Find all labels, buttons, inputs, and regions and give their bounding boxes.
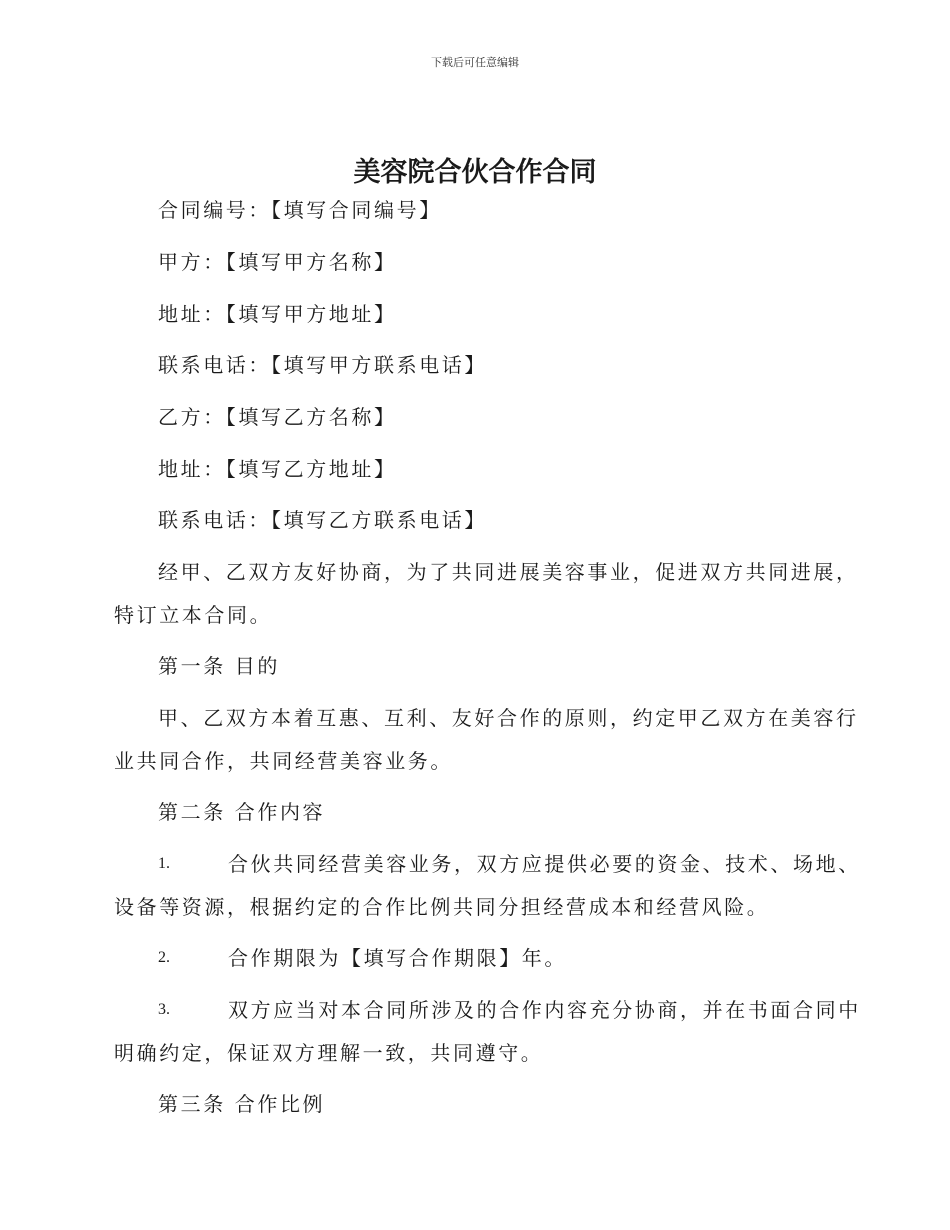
contract-number-field: 合同编号：【填写合同编号】 (158, 198, 442, 222)
list-item-number: 3. (158, 1001, 170, 1018)
list-item-2-line-1: 合作期限为【填写合作期限】年。 (228, 946, 567, 970)
list-item-1-line-2: 设备等资源，根据约定的合作比例共同分担经营成本和经营风险。 (114, 895, 770, 919)
document-title: 美容院合伙合作合同 (353, 157, 597, 188)
article-1-text-line-1: 甲、乙双方本着互惠、互利、友好合作的原则，约定甲乙双方在美容行 (158, 706, 859, 730)
party-a-phone-field: 联系电话：【填写甲方联系电话】 (158, 353, 487, 377)
list-item-1-line-1: 合伙共同经营美容业务，双方应提供必要的资金、技术、场地、 (228, 852, 861, 876)
list-item-3-line-1: 双方应当对本合同所涉及的合作内容充分协商，并在书面合同中 (228, 998, 861, 1022)
party-b-address-field: 地址：【填写乙方地址】 (158, 457, 397, 481)
party-a-address-field: 地址：【填写甲方地址】 (158, 302, 397, 326)
party-b-phone-field: 联系电话：【填写乙方联系电话】 (158, 508, 487, 532)
article-1-heading: 第一条 目的 (158, 654, 280, 678)
article-1-text-line-2: 业共同合作，共同经营美容业务。 (114, 749, 453, 773)
intro-paragraph-line-1: 经甲、乙双方友好协商，为了共同进展美容事业，促进双方共同进展， (158, 560, 859, 584)
article-3-heading: 第三条 合作比例 (158, 1092, 326, 1116)
header-note: 下载后可任意编辑 (431, 56, 519, 69)
list-item-number: 1. (158, 855, 170, 872)
party-a-name-field: 甲方：【填写甲方名称】 (158, 250, 397, 274)
intro-paragraph-line-2: 特订立本合同。 (114, 603, 273, 627)
list-item-number: 2. (158, 949, 170, 966)
party-b-name-field: 乙方：【填写乙方名称】 (158, 405, 397, 429)
list-item-3-line-2: 明确约定，保证双方理解一致，共同遵守。 (114, 1041, 544, 1065)
article-2-heading: 第二条 合作内容 (158, 800, 326, 824)
